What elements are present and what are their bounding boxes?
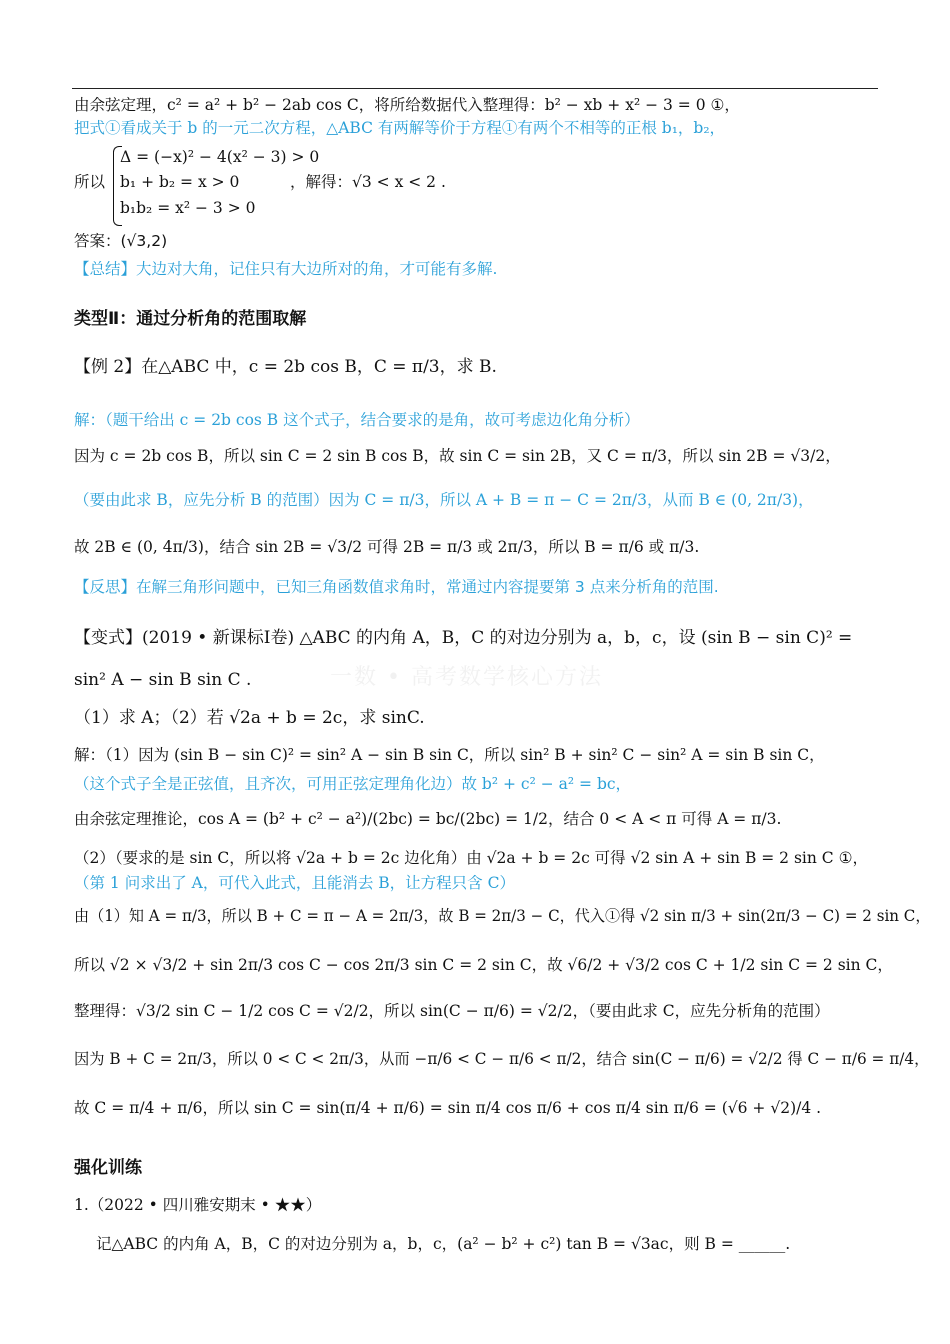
- summary-line: 【总结】大边对大角，记住只有大边所对的角，才可能有多解.: [74, 260, 498, 278]
- header-rule: [72, 88, 878, 89]
- exercise-question: 记△ABC 的内角 A，B，C 的对边分别为 a，b，c，(a² − b² + c²) tan B = √3ac，则 B = ______.: [96, 1235, 791, 1253]
- watermark: 一数 • 高考数学核心方法: [330, 665, 603, 690]
- text-line: 整理得：√3/2 sin C − 1/2 cos C = √2/2，所以 sin(C − π/6) = √2/2，（要由此求 C，应先分析角的范围）: [74, 1002, 830, 1020]
- text-line: （这个式子全是正弦值，且齐次，可用正弦定理角化边）故 b² + c² − a² = bc，: [74, 775, 632, 793]
- section-heading: 强化训练: [74, 1158, 142, 1178]
- equation-line: b₁b₂ = x² − 3 > 0: [120, 199, 256, 217]
- text-line: ，解得：√3 < x < 2 .: [290, 173, 446, 191]
- example-title: 【例 2】在△ABC 中，c = 2b cos B，C = π/3，求 B.: [74, 357, 497, 377]
- text-line: sin² A − sin B sin C .: [74, 670, 252, 690]
- text-line: （要由此求 B，应先分析 B 的范围）因为 C = π/3，所以 A + B = π − C = 2π/3，从而 B ∈ (0, 2π/3)，: [74, 491, 814, 509]
- answer-line: 答案：(√3,2): [74, 232, 168, 250]
- text-line: （1）求 A；（2）若 √2a + b = 2c，求 sinC.: [74, 708, 425, 728]
- text-line: （第 1 问求出了 A，可代入此式，且能消去 B，让方程只含 C）: [74, 874, 515, 892]
- text-line: 所以: [74, 173, 106, 191]
- equation-line: b₁ + b₂ = x > 0: [120, 173, 240, 191]
- text-line: 因为 B + C = 2π/3，所以 0 < C < 2π/3，从而 −π/6 < C − π/6 < π/2，结合 sin(C − π/6) = √2/2 得 C − π/6 = π/4，: [74, 1050, 930, 1068]
- exercise-source: 1.（2022 • 四川雅安期末 • ★★）: [74, 1196, 322, 1214]
- text-line: 解：（1）因为 (sin B − sin C)² = sin² A − sin B sin C，所以 sin² B + sin² C − sin² A = sin B sin C，: [74, 746, 825, 764]
- text-line: 解：（题干给出 c = 2b cos B 这个式子，结合要求的是角，故可考虑边化角分析）: [74, 411, 640, 429]
- text-line: 所以 √2 × √3/2 + sin 2π/3 cos C − cos 2π/3 sin C = 2 sin C，故 √6/2 + √3/2 cos C + 1/2 sin C = 2 sin C，: [74, 956, 893, 974]
- text-line: 把式①看成关于 b 的一元二次方程，△ABC 有两解等价于方程①有两个不相等的正根 b₁，b₂，: [74, 119, 726, 137]
- text-line: 由余弦定理推论，cos A = (b² + c² − a²)/(2bc) = bc/(2bc) = 1/2，结合 0 < A < π 可得 A = π/3.: [74, 810, 782, 828]
- text-line: 故 2B ∈ (0, 4π/3)，结合 sin 2B = √3/2 可得 2B = π/3 或 2π/3，所以 B = π/6 或 π/3.: [74, 538, 700, 556]
- text-line: （2）（要求的是 sin C，所以将 √2a + b = 2c 边化角）由 √2a + b = 2c 可得 √2 sin A + sin B = 2 sin C ①，: [74, 849, 868, 867]
- reflection-line: 【反思】在解三角形问题中，已知三角函数值求角时，常通过内容提要第 3 点来分析角的范围.: [74, 578, 719, 596]
- equation-line: Δ = (−x)² − 4(x² − 3) > 0: [120, 148, 320, 166]
- text-line: 由余弦定理，c² = a² + b² − 2ab cos C，将所给数据代入整理得：b² − xb + x² − 3 = 0 ①，: [74, 96, 740, 114]
- text-line: 因为 c = 2b cos B，所以 sin C = 2 sin B cos B，故 sin C = sin 2B，又 C = π/3，所以 sin 2B = √3/2，: [74, 447, 841, 465]
- section-heading: 类型Ⅱ：通过分析角的范围取解: [74, 309, 307, 329]
- variant-title: 【变式】(2019 • 新课标Ⅰ卷) △ABC 的内角 A，B，C 的对边分别为 a，b，c，设 (sin B − sin C)² =: [74, 628, 853, 648]
- text-line: 由（1）知 A = π/3，所以 B + C = π − A = 2π/3，故 B = 2π/3 − C，代入①得 √2 sin π/3 + sin(2π/3 − C) = 2 sin C，: [74, 907, 931, 925]
- text-line: 故 C = π/4 + π/6，所以 sin C = sin(π/4 + π/6) = sin π/4 cos π/6 + cos π/4 sin π/6 = (√6 + √2)/4 .: [74, 1099, 822, 1117]
